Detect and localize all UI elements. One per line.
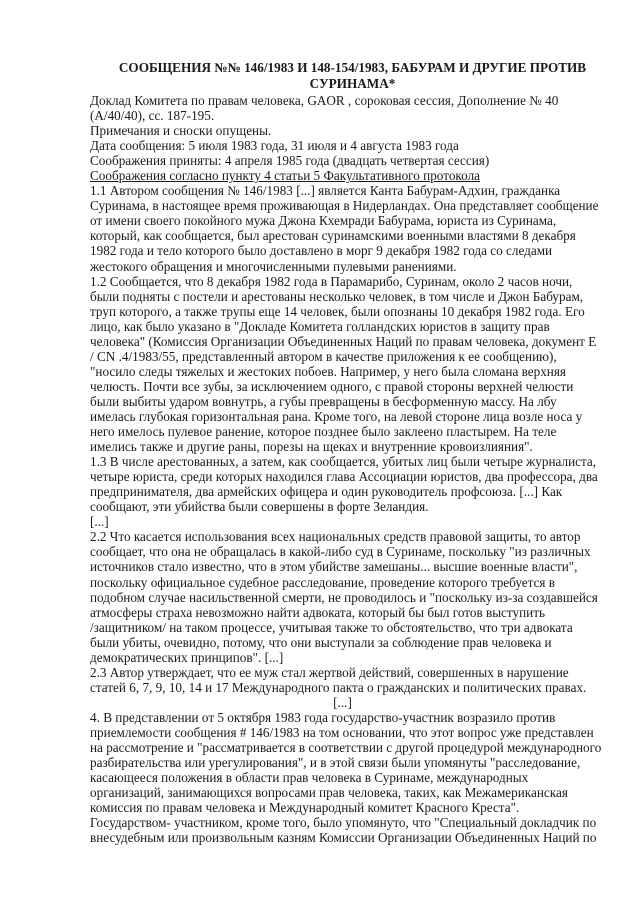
paragraph-line: имелась глубокая горизонтальная рана. Кроме того, на левой стороне лица возле носа у — [90, 408, 583, 424]
paragraph-line: лицо, как было указано в "Докладе Комитета голландских юристов в защиту прав — [90, 318, 550, 334]
paragraph-4 — [90, 709, 602, 816]
paragraph-line: который, как сообщается, был арестован суринамскими военными властями 8 декабря — [90, 228, 576, 244]
paragraph-line: / CN .4/1983/55, представленный автором в качестве приложения к ее сообщению), — [90, 348, 557, 364]
paragraph-line: человека" (Комиссия Организации Объединенных Наций по правам человека, документ E — [90, 333, 597, 349]
paragraph-line: касающееся положения в области прав человека в Суринаме, международных — [90, 770, 529, 786]
paragraph-line: 1.2 Сообщается, что 8 декабря 1982 года в Парамарибо, Суринам, около 2 часов ночи, — [90, 273, 573, 289]
paragraph-line: 1.3 В числе арестованных, а затем, как сообщается, убитых лиц были четыре журналиста, — [90, 454, 597, 470]
paragraph-line: Государством- участником, кроме того, было упомянуто, что "Специальный докладчик по — [90, 815, 597, 831]
paragraph-1-2 — [90, 274, 595, 455]
paragraph-line: /защитником/ на таком процессе, учитывая также то обстоятельство, что три адвоката — [90, 619, 573, 635]
communication-dates: Дата сообщения: 5 июля 1983 года, 31 июля и 4 августа 1983 года — [90, 138, 459, 154]
paragraph-4-continued — [90, 815, 595, 845]
paragraph-line: Суринама, в настоящее время проживающая в Нидерландах. Она представляет сообщение — [90, 198, 599, 214]
paragraph-line: челюсть. Почти все зубы, за исключением одного, с правой стороны верхней челюсти — [90, 378, 574, 394]
paragraph-line: на рассмотрение и "рассматривается в соответствии с другой процедурой международного — [90, 740, 602, 756]
paragraph-line: были подняты с постели и арестованы несколько человек, в том числе и Джон Бабурам, — [90, 288, 584, 304]
paragraph-line: жестокого обращения и многочисленными пулевыми ранениями. — [90, 258, 457, 274]
title-line-1: СООБЩЕНИЯ №№ 146/1983 И 148-154/1983, БАБУРАМ И ДРУГИЕ ПРОТИВ — [118, 60, 587, 75]
paragraph-line: поскольку официальное судебное расследование, проведение которого требуется в — [90, 574, 556, 590]
paragraph-line: имелись также и другие раны, порезы на щеках и внутренние кровоизлияния". — [90, 439, 533, 455]
paragraph-line: источников стало известно, что в этом убийстве замешаны... высшие военные власти", — [90, 559, 578, 575]
paragraph-line: "носило следы тяжелых и жестоких побоев. Например, у него была сломана верхняя — [90, 363, 566, 379]
report-reference-line-1: Доклад Комитета по правам человека, GAOR , сороковая сессия, Дополнение № 40 — [90, 93, 559, 108]
paragraph-line: 1.1 Автором сообщения № 146/1983 [...] является Канта Бабурам-Адхин, гражданка — [90, 183, 561, 199]
paragraph-line: организаций, занимающихся вопросами прав человека, таких, как Межамериканская — [90, 785, 568, 801]
paragraph-line: 2.3 Автор утверждает, что ее муж стал жертвой действий, совершенных в нарушение — [90, 664, 569, 680]
paragraph-line: от имени своего покойного мужа Джона Кхемради Бабурама, юриста из Суринама, — [90, 213, 557, 229]
document-page — [90, 60, 602, 846]
report-reference-line-2: (A/40/40), сс. 187-195. — [90, 108, 215, 124]
paragraph-line: него имелось пулевое ранение, которое позднее было заклеено пластырем. На теле — [90, 424, 557, 440]
paragraph-line: предпринимателя, два армейских офицера и один руководитель профсоюза. [...] Как — [90, 484, 563, 500]
omission-marker-centered: [...] — [333, 694, 352, 710]
paragraph-line: были выбиты ударом вовнутрь, а губы превращены в бесформенную массу. На лбу — [90, 393, 557, 409]
paragraph-line: разбирательства или урегулирования", и в этой связи были упомянуты "расследование, — [90, 755, 581, 771]
title-line-2: СУРИНАМА* — [309, 76, 396, 91]
paragraph-line: внесудебным или произвольным казням Комиссии Организации Объединенных Наций по — [90, 830, 597, 846]
paragraph-line: труп которого, а также трупы еще 14 человек, были опознаны 10 декабря 1982 года. Его — [90, 303, 585, 319]
paragraph-line: сообщает, что она не обращалась в какой-либо суд в Суринаме, поскольку "из различных — [90, 544, 591, 560]
omission-marker: [...] — [90, 514, 109, 530]
paragraph-1-1 — [90, 183, 599, 274]
document-title — [90, 60, 595, 92]
views-adopted: Соображения приняты: 4 апреля 1985 года (двадцать четвертая сессия) — [90, 153, 490, 169]
paragraph-2-3 — [90, 665, 595, 695]
section-heading: Соображения согласно пункту 4 статьи 5 Факультативного протокола — [90, 168, 480, 184]
paragraph-line: 4. В представлении от 5 октября 1983 года государство-участник возразило против — [90, 709, 556, 725]
paragraph-line: 1982 года и тело которого было доставлено в морг 9 декабря 1982 года со следами — [90, 243, 553, 259]
paragraph-line: сообщают, эти убийства были совершены в форте Зеландия. — [90, 499, 429, 515]
paragraph-2-2 — [90, 529, 598, 665]
paragraph-1-3 — [90, 454, 598, 515]
paragraph-line: атмосферы страха невозможно найти адвоката, который бы был готов выступить — [90, 604, 545, 620]
paragraph-line: подобном случае насильственной смерти, не проводилось и "поскольку из-за создавшейся — [90, 589, 598, 605]
paragraph-line: демократических принципов". [...] — [90, 649, 284, 665]
paragraph-line: четыре юриста, среди которых находился глава Ассоциации юристов, два профессора, два — [90, 469, 598, 485]
paragraph-line: приемлемости сообщения # 146/1983 на том основании, что этот вопрос уже представлен — [90, 724, 594, 740]
paragraph-line: были убиты, очевидно, потому, что они выступали за соблюдение прав человека и — [90, 634, 552, 650]
document-meta — [90, 93, 595, 183]
paragraph-line: комиссия по правам человека и Международный комитет Красного Креста". — [90, 800, 520, 816]
notes-omitted: Примечания и сноски опущены. — [90, 123, 272, 139]
paragraph-line: статей 6, 7, 9, 10, 14 и 17 Международного пакта о гражданских и политических правах. — [90, 679, 587, 695]
paragraph-line: 2.2 Что касается использования всех национальных средств правовой защиты, то автор — [90, 529, 581, 545]
